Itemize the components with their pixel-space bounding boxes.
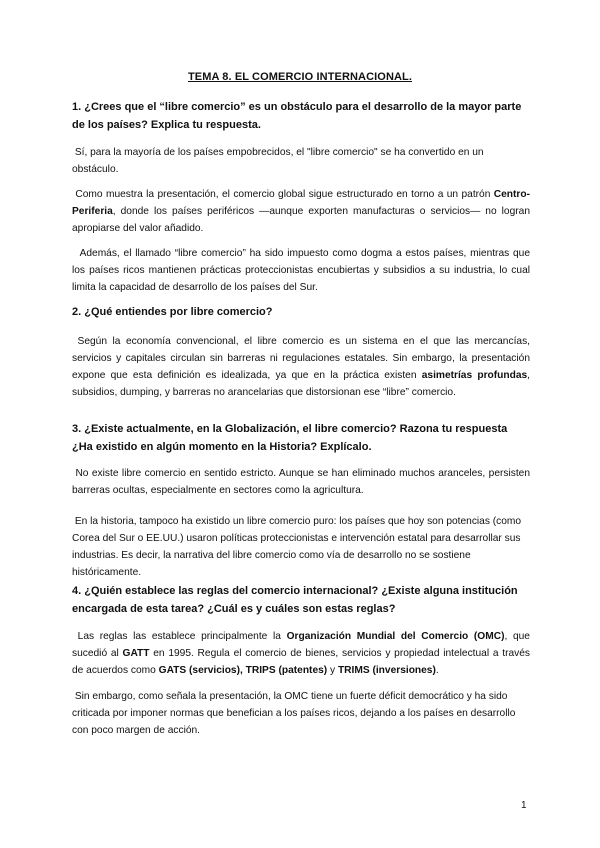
answer-1-bold-centro-periferia: Centro-Periferia <box>72 189 530 217</box>
answer-4-paragraph-2 <box>72 688 530 739</box>
answer-4-text-g: y <box>327 665 338 676</box>
answer-3-text-1: No existe libre comercio en sentido estricto. Aunque se han eliminado muchos aranceles, persisten barreras ocultas, especialmente en sectores como la agricultura. <box>72 468 530 496</box>
question-2: 2. ¿Qué entiendes por libre comercio? <box>72 306 273 318</box>
answer-4-bold-omc: Organización Mundial del Comercio (OMC) <box>286 631 505 642</box>
answer-2-text-c: , subsidios, dumping, y barreras no arancelarias que distorsionan ese “libre” comercio. <box>72 370 531 398</box>
answer-3-paragraph-2 <box>72 513 530 581</box>
question-1: 1. ¿Crees que el “libre comercio” es un obstáculo para el desarrollo de la mayor parte de los países? Explica tu respuesta. <box>72 101 522 131</box>
answer-1-text-1: Sí, para la mayoría de los países empobrecidos, el "libre comercio" se ha convertido en un obstáculo. <box>72 147 484 175</box>
question-4: 4. ¿Quién establece las reglas del comercio internacional? ¿Existe alguna institución encargada de esta tarea? ¿Cuál es y cuáles son estas reglas? <box>72 585 518 615</box>
answer-4-text-i: . <box>435 665 439 676</box>
answer-2-bold-asimetrias: asimetrías profundas <box>421 370 528 381</box>
document-title: TEMA 8. EL COMERCIO INTERNACIONAL. <box>187 71 413 83</box>
answer-1-paragraph-3 <box>72 245 530 296</box>
question-3: 3. ¿Existe actualmente, en la Globalización, el libre comercio? Razona tu respuesta ¿Ha existido en algún momento en la Historia? Explícalo. <box>72 423 508 453</box>
answer-2-text-a: Según la economía convencional, el libre comercio es un sistema en el que las mercancías, servicios y capitales circulan sin barreras ni regulaciones estatales. Sin embargo, la presentación expone que esta definición es idealizada, ya que en la práctica existen <box>72 336 530 381</box>
answer-4-text-e: en 1995. Regula el comercio de bienes, servicios y propiedad intelectual a través de acuerdos como <box>72 648 530 676</box>
answer-1-paragraph-1 <box>72 144 530 178</box>
answer-4-paragraph-1 <box>72 628 530 679</box>
answer-1-text-3: Además, el llamado “libre comercio” ha sido impuesto como dogma a estos países, mientras que los países ricos mantienen prácticas proteccionistas encubiertas y subsidios a su industria, lo cual limita la capacidad de desarrollo de los países del Sur. <box>72 248 530 293</box>
answer-4-bold-gats-trips: GATS (servicios), TRIPS (patentes) <box>158 665 328 676</box>
answer-4-text-a: Las reglas las establece principalmente la <box>77 631 287 642</box>
answer-1-paragraph-2 <box>72 186 530 237</box>
answer-1-text-2c: , donde los países periféricos —aunque exporten manufacturas o servicios— no logran apropiarse del valor añadido. <box>72 206 530 234</box>
answer-3-text-2: En la historia, tampoco ha existido un libre comercio puro: los países que hoy son potencias (como Corea del Sur o EE.UU.) usaron políticas proteccionistas e intervención estatal para desarrollar sus industrias. Es decir, la narrativa del libre comercio como vía de desarrollo no se sostiene históricamente. <box>72 516 522 578</box>
answer-4-text-2: Sin embargo, como señala la presentación, la OMC tiene un fuerte déficit democrático y ha sido criticada por imponer normas que benefician a los países ricos, dejando a los países en desarrollo con poco margen de acción. <box>72 691 516 736</box>
answer-2-paragraph-1 <box>72 333 530 401</box>
answer-3-paragraph-1 <box>72 465 530 499</box>
page-number: 1 <box>521 800 527 811</box>
answer-4-bold-trims: TRIMS (inversiones) <box>337 665 436 676</box>
answer-4-text-c: , que sucedió al <box>72 631 530 659</box>
answer-1-text-2a: Como muestra la presentación, el comercio global sigue estructurado en torno a un patrón <box>75 189 494 200</box>
answer-4-bold-gatt: GATT <box>122 648 150 659</box>
